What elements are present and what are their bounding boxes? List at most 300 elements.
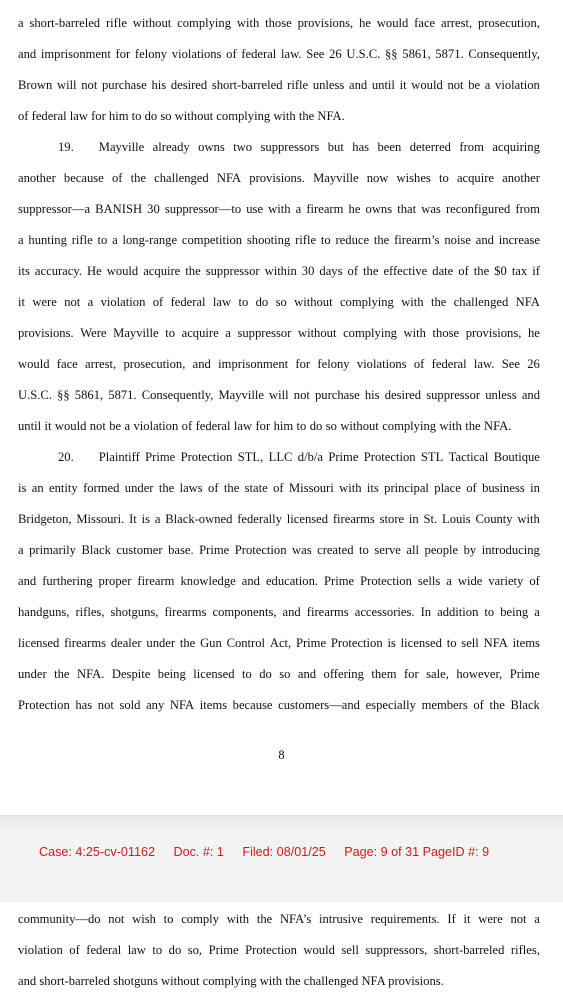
word: short-barreled: [211, 78, 283, 92]
word: him: [273, 419, 294, 433]
word: short-barreled: [29, 16, 101, 30]
word: If: [447, 912, 456, 926]
word: place: [434, 481, 461, 495]
word: a: [295, 202, 302, 216]
word: 5871.: [108, 388, 137, 402]
word: Despite: [111, 667, 151, 681]
word: be: [468, 78, 481, 92]
word: prosecution,: [477, 16, 540, 30]
word: NFA: [216, 171, 242, 185]
word: and: [521, 388, 540, 402]
word: it: [463, 912, 471, 926]
word: Prime: [324, 574, 355, 588]
word: the: [373, 233, 390, 247]
word: a: [18, 16, 24, 30]
text-line: [18, 935, 540, 966]
word: to: [238, 295, 249, 309]
word: do: [309, 419, 323, 433]
word: Consequently,: [468, 47, 540, 61]
word: suppressors,: [365, 943, 428, 957]
word: for: [295, 357, 311, 371]
word: will: [269, 388, 289, 402]
word: rifles,: [510, 943, 540, 957]
word: Mayville: [218, 388, 264, 402]
word: NFA: [483, 636, 508, 650]
word: increase: [498, 233, 540, 247]
word: items: [199, 698, 228, 712]
word: but: [327, 140, 344, 154]
word: would: [18, 357, 50, 371]
word: $0: [494, 264, 507, 278]
word: hunting: [28, 233, 67, 247]
word: in: [530, 481, 540, 495]
word: and: [18, 574, 37, 588]
word: purchase: [102, 78, 147, 92]
word: federal: [241, 47, 277, 61]
word: tax: [511, 264, 528, 278]
word: and: [241, 574, 260, 588]
word: noise: [444, 233, 471, 247]
text-line: [18, 904, 540, 935]
text-line: [18, 659, 540, 690]
word: sells: [417, 574, 441, 588]
word: with: [439, 419, 462, 433]
word: of: [458, 264, 469, 278]
word: do: [168, 943, 182, 957]
word: a: [534, 912, 540, 926]
word: face: [414, 16, 436, 30]
word: 5861,: [402, 47, 431, 61]
word: sale,: [426, 667, 449, 681]
word: furthering: [42, 574, 93, 588]
word: §§: [384, 47, 398, 61]
text-line: [18, 628, 540, 659]
word: the: [223, 481, 240, 495]
word: for: [255, 419, 271, 433]
word: firearms: [332, 512, 375, 526]
word: suppressor—a: [18, 202, 91, 216]
word: Were: [80, 326, 107, 340]
word: and: [297, 667, 317, 681]
word: suppressors: [260, 140, 320, 154]
word: law: [233, 419, 253, 433]
word: its: [18, 264, 30, 278]
word: not: [510, 912, 527, 926]
word: by: [463, 543, 477, 557]
word: Boutique: [493, 450, 540, 464]
word: requirements.: [370, 912, 440, 926]
word: firearms: [64, 636, 107, 650]
word: already: [152, 140, 190, 154]
word: NFA’s: [279, 912, 312, 926]
word: laws: [179, 481, 203, 495]
word: another: [502, 171, 540, 185]
word: Bridgeton,: [18, 512, 72, 526]
word: complying: [339, 295, 394, 309]
text-line: [18, 132, 540, 163]
word: and: [192, 357, 211, 371]
word: violation: [100, 295, 146, 309]
word: the: [185, 264, 201, 278]
word: so: [325, 419, 337, 433]
word: Protection: [245, 943, 297, 957]
word: of: [69, 943, 80, 957]
word: so: [279, 667, 291, 681]
word: dealer: [110, 636, 142, 650]
word: Prime: [328, 450, 359, 464]
text-line: [18, 39, 540, 70]
word: for: [115, 47, 131, 61]
word: customer: [116, 543, 163, 557]
word: has: [352, 140, 370, 154]
word: He: [87, 264, 102, 278]
word: not: [81, 78, 98, 92]
word: prosecution,: [123, 357, 186, 371]
word: without: [294, 295, 333, 309]
word: the: [473, 264, 490, 278]
word: firearm’s: [394, 233, 440, 247]
word: violations: [171, 47, 222, 61]
word: introducing: [481, 543, 540, 557]
word: Black: [81, 543, 111, 557]
word: provisions,: [297, 16, 354, 30]
word: §§: [57, 388, 70, 402]
word: suppressor: [205, 264, 260, 278]
word: NFA: [515, 295, 540, 309]
word: until: [371, 78, 395, 92]
paragraph-first-line: [99, 442, 540, 473]
word: a: [225, 326, 231, 340]
word: to: [163, 912, 174, 926]
word: Prime: [509, 667, 540, 681]
case-header: [39, 845, 489, 859]
word: a: [112, 233, 118, 247]
word: without: [132, 16, 172, 30]
word: Tactical: [448, 450, 489, 464]
word: violation: [18, 943, 63, 957]
word: provisions,: [465, 326, 522, 340]
word: the: [489, 698, 505, 712]
word: owns: [365, 202, 393, 216]
word: items: [512, 636, 540, 650]
word: with: [339, 481, 362, 495]
text-line: [18, 287, 540, 318]
word: firearms: [164, 605, 207, 619]
page-number: 8: [278, 748, 285, 762]
word: store: [379, 512, 405, 526]
word: LLC: [268, 450, 293, 464]
word: Act,: [269, 636, 292, 650]
word: and: [18, 47, 37, 61]
word: sold: [119, 698, 141, 712]
word: is: [18, 481, 27, 495]
word: not: [64, 295, 81, 309]
word: rifle: [105, 16, 127, 30]
word: Mayville: [313, 171, 359, 185]
text-line: [18, 318, 540, 349]
word: deterred: [409, 140, 451, 154]
word: of: [347, 264, 359, 278]
word: provisions.: [18, 326, 74, 340]
word: two: [233, 140, 253, 154]
word: primarily: [29, 543, 76, 557]
word: people: [424, 543, 459, 557]
word: acquire: [456, 171, 495, 185]
word: to: [296, 419, 307, 433]
word: Protection: [234, 543, 287, 557]
word: a: [18, 543, 24, 557]
word: to: [152, 943, 163, 957]
word: federally: [237, 512, 282, 526]
word: to: [439, 171, 449, 185]
word: however,: [456, 667, 503, 681]
word: In: [420, 605, 432, 619]
word: federal: [86, 943, 122, 957]
word: St.: [423, 512, 438, 526]
word: of: [529, 574, 540, 588]
word: Missouri: [288, 481, 334, 495]
word: the: [54, 667, 70, 681]
word: a: [87, 295, 94, 309]
word: in: [408, 512, 419, 526]
word: a: [446, 574, 452, 588]
word: would: [376, 16, 409, 30]
word: It: [129, 512, 137, 526]
word: firearm: [306, 202, 344, 216]
word: competition: [181, 233, 243, 247]
word: entity: [49, 481, 78, 495]
word: the: [179, 636, 196, 650]
word: STL,: [237, 450, 264, 464]
text-line: [18, 690, 540, 721]
word: owns: [198, 140, 225, 154]
word: arrest,: [85, 357, 117, 371]
word: members: [421, 698, 468, 712]
word: acquire: [143, 264, 181, 278]
word: days: [319, 264, 343, 278]
word: Control: [226, 636, 266, 650]
word: from: [459, 140, 484, 154]
word: intrusive: [318, 912, 364, 926]
word: U.S.C.: [18, 388, 52, 402]
word: use: [246, 202, 264, 216]
word: base.: [168, 543, 194, 557]
word: without: [297, 326, 337, 340]
word: handguns,: [18, 605, 70, 619]
word: business: [482, 481, 525, 495]
word: suppressor—to: [164, 202, 242, 216]
word: violation: [495, 78, 540, 92]
word: it: [399, 78, 407, 92]
word: Protection: [363, 450, 416, 464]
text-line: [18, 473, 540, 504]
word: education.: [265, 574, 319, 588]
word: U.S.C.: [346, 47, 381, 61]
word: he: [348, 202, 361, 216]
word: and short-barreled shotguns without complying with the challenged NFA provisions.: [18, 974, 444, 988]
word: rifle: [71, 233, 93, 247]
word: Consequently,: [141, 388, 214, 402]
word: reduce: [335, 233, 370, 247]
word: law: [127, 943, 146, 957]
word: date: [432, 264, 454, 278]
word: challenged: [154, 171, 209, 185]
word: suppressor: [426, 388, 481, 402]
word: reconfigured: [445, 202, 511, 216]
word: a: [484, 78, 491, 92]
word: licensed: [193, 667, 235, 681]
word: imprisonment: [40, 47, 111, 61]
word: to: [446, 636, 457, 650]
word: serve: [374, 543, 401, 557]
word: complying: [382, 419, 437, 433]
word: to: [484, 605, 495, 619]
word: complying: [343, 326, 397, 340]
word: violation: [133, 419, 179, 433]
page-9-body-text: [18, 904, 540, 997]
text-line: [18, 597, 540, 628]
text-line: [18, 8, 540, 39]
word: were: [32, 295, 57, 309]
word: face: [56, 357, 78, 371]
paragraph-number: 20.: [58, 450, 74, 464]
word: BANISH: [95, 202, 143, 216]
word: desired: [384, 388, 422, 402]
word: community—do: [18, 912, 101, 926]
word: Protection: [180, 450, 233, 464]
word: short-barreled: [433, 943, 505, 957]
word: he: [359, 16, 371, 30]
text-line: [18, 411, 540, 442]
word: the: [256, 912, 273, 926]
word: to: [241, 667, 252, 681]
word: NFA.: [484, 419, 512, 433]
word: with: [226, 912, 250, 926]
text-line: [18, 225, 540, 256]
word: Black-owned: [165, 512, 233, 526]
word: firearms: [306, 605, 349, 619]
word: if: [532, 264, 540, 278]
word: his: [364, 388, 380, 402]
word: and: [282, 605, 301, 619]
word: NFA.: [76, 667, 105, 681]
word: do: [255, 295, 269, 309]
page-break-band: [0, 817, 563, 902]
word: 5871.: [435, 47, 464, 61]
word: that: [397, 202, 417, 216]
word: unless: [485, 388, 517, 402]
word: would: [303, 943, 335, 957]
word: Prime: [199, 543, 230, 557]
word: the: [158, 481, 175, 495]
word: law.: [280, 47, 302, 61]
word: STL: [420, 450, 444, 464]
word: accessories.: [354, 605, 415, 619]
word: violations: [356, 357, 407, 371]
word: comply: [181, 912, 219, 926]
word: law: [212, 295, 232, 309]
word: is: [141, 512, 151, 526]
word: because: [232, 698, 273, 712]
word: from: [515, 202, 540, 216]
text-line: [18, 380, 540, 411]
word: the: [363, 264, 379, 278]
word: Protection: [18, 698, 70, 712]
word: 30: [301, 264, 315, 278]
word: of: [273, 481, 284, 495]
text-line: [18, 966, 540, 997]
word: the: [130, 171, 146, 185]
word: Brown: [18, 78, 53, 92]
text-line: [18, 163, 540, 194]
word: sell: [461, 636, 479, 650]
word: felony: [317, 357, 350, 371]
word: unless: [312, 78, 345, 92]
word: do: [259, 667, 272, 681]
word: rifle: [295, 233, 317, 247]
word: imprisonment: [218, 357, 289, 371]
word: customers—and: [278, 698, 360, 712]
word: so,: [187, 943, 203, 957]
word: those: [265, 16, 292, 30]
word: the: [430, 295, 447, 309]
word: of: [208, 481, 219, 495]
word: not: [108, 912, 125, 926]
text-line: [18, 194, 540, 225]
word: has: [75, 698, 93, 712]
word: for: [403, 667, 419, 681]
word: created: [317, 543, 354, 557]
word: suppressor: [237, 326, 292, 340]
word: not: [97, 698, 114, 712]
word: will: [56, 78, 77, 92]
word: because: [63, 171, 104, 185]
word: licensed: [286, 512, 329, 526]
word: being: [157, 667, 186, 681]
word: Mayville: [113, 326, 159, 340]
text-line: [18, 349, 540, 380]
word: so: [275, 295, 287, 309]
word: proper: [98, 574, 132, 588]
word: acquiring: [492, 140, 540, 154]
word: licensed: [18, 636, 60, 650]
word: accuracy.: [34, 264, 82, 278]
word: shotguns,: [110, 605, 159, 619]
case-number: Case: 4:25-cv-01162: [39, 845, 155, 859]
word: all: [406, 543, 420, 557]
word: a: [154, 512, 161, 526]
text-line: [18, 504, 540, 535]
paragraph-first-line: [99, 132, 540, 163]
word: under: [146, 636, 176, 650]
word: Mayville: [98, 140, 145, 154]
word: an: [31, 481, 44, 495]
word: federal: [431, 357, 467, 371]
text-line: [18, 256, 540, 287]
word: rifles,: [75, 605, 105, 619]
word: a: [18, 233, 24, 247]
word: them: [371, 667, 397, 681]
word: of: [226, 47, 237, 61]
word: a: [534, 605, 540, 619]
paragraph-number: 19.: [58, 140, 74, 154]
word: d/b/a: [297, 450, 323, 464]
word: arrest,: [441, 16, 473, 30]
text-line: [18, 535, 540, 566]
word: federal: [195, 419, 231, 433]
word: its: [366, 481, 379, 495]
word: with: [268, 202, 291, 216]
